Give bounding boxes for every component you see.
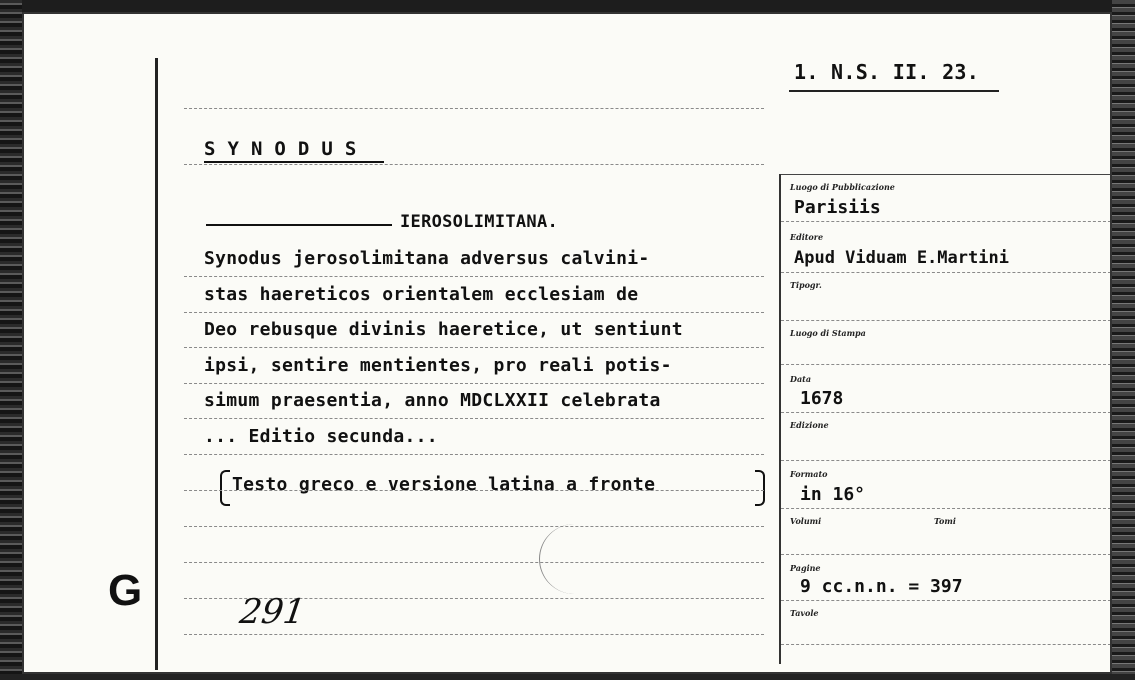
shelfmark-underline <box>789 90 999 92</box>
field-rule <box>781 412 1111 413</box>
field-rule <box>781 644 1111 645</box>
field-value-editore: Apud Viduam E.Martini <box>794 248 1009 268</box>
stamp-mark <box>539 524 610 594</box>
field-rule <box>781 460 1111 461</box>
catalog-card <box>22 12 1112 674</box>
ruled-line <box>184 454 764 455</box>
field-rule <box>781 221 1111 222</box>
scan-border-top <box>0 0 1135 12</box>
field-label-editore: Editore <box>790 232 824 242</box>
ruled-line <box>184 383 764 384</box>
ruled-line <box>184 562 764 563</box>
field-value-data: 1678 <box>800 388 844 409</box>
ruled-line <box>184 108 764 109</box>
field-label-edizione: Edizione <box>790 420 829 430</box>
shelfmark: 1. N.S. II. 23. <box>794 60 980 84</box>
title: S Y N O D U S <box>204 138 357 160</box>
field-rule <box>781 508 1111 509</box>
field-value-luogo-pubblicazione: Parisiis <box>794 197 881 218</box>
ruled-line <box>184 276 764 277</box>
note-bracket-left <box>220 470 230 506</box>
field-rule <box>781 600 1111 601</box>
field-label-luogo-stampa: Luogo di Stampa <box>790 328 866 338</box>
handwritten-number: 291 <box>237 592 308 632</box>
ruled-line <box>184 312 764 313</box>
description-line: Synodus jerosolimitana adversus calvini- <box>204 248 650 269</box>
field-column-rule <box>779 174 781 664</box>
scan-border-right <box>1112 0 1135 680</box>
ruled-line <box>184 526 764 527</box>
field-label-pagine: Pagine <box>790 563 821 573</box>
field-rule <box>781 320 1111 321</box>
subtitle-dash <box>206 224 392 226</box>
field-label-formato: Formato <box>790 469 828 479</box>
field-label-data: Data <box>790 374 811 384</box>
note: Testo greco e versione latina a fronte <box>232 474 656 495</box>
field-rule <box>781 364 1111 365</box>
field-label-luogo-pubblicazione: Luogo di Pubblicazione <box>790 182 895 192</box>
description-line: stas haereticos orientalem ecclesiam de <box>204 284 639 305</box>
field-label-tavole: Tavole <box>790 608 819 618</box>
field-rule <box>781 554 1111 555</box>
title-underline <box>204 161 384 163</box>
field-label-volumi: Volumi <box>790 516 822 526</box>
field-value-formato: in 16° <box>800 484 866 505</box>
field-rule <box>781 272 1111 273</box>
ruled-line <box>184 490 764 491</box>
field-label-tomi: Tomi <box>934 516 956 526</box>
description-line: simum praesentia, anno MDCLXXII celebrata <box>204 390 661 411</box>
subtitle: IEROSOLIMITANA. <box>400 212 559 232</box>
ruled-line <box>184 164 764 165</box>
scan-border-bottom <box>0 674 1135 680</box>
field-column-top-rule <box>781 174 1111 175</box>
description-line: Deo rebusque divinis haeretice, ut sentiunt <box>204 319 683 340</box>
description-line: ... Editio secunda... <box>204 426 438 447</box>
note-bracket-right <box>755 470 765 506</box>
section-letter: G <box>108 566 143 615</box>
scan-border-left <box>0 0 22 680</box>
description-line: ipsi, sentire mentientes, pro reali potis- <box>204 355 672 376</box>
ruled-line <box>184 347 764 348</box>
ruled-line <box>184 418 764 419</box>
field-value-pagine: 9 cc.n.n. = 397 <box>800 576 963 597</box>
field-label-tipogr: Tipogr. <box>790 280 822 290</box>
left-margin-rule <box>155 58 158 670</box>
ruled-line <box>184 634 764 635</box>
